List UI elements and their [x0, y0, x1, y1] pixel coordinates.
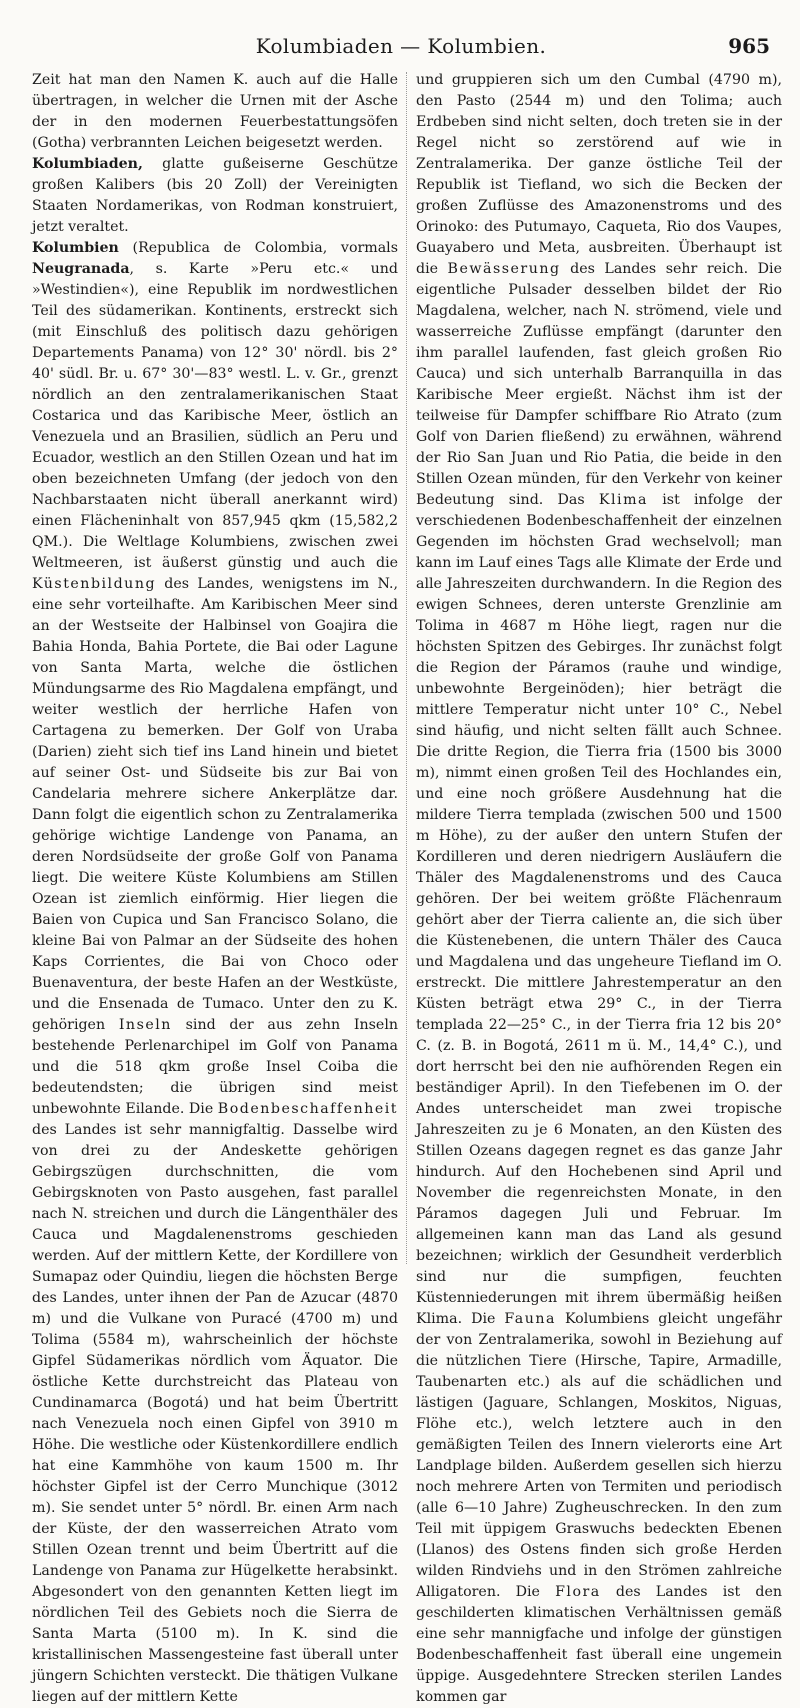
page-header	[32, 34, 770, 60]
term-kuestenbildung: Küstenbildung	[32, 576, 157, 592]
term-fauna: Fauna	[504, 1311, 556, 1327]
entry-text: und gruppieren sich um den Cumbal (4790 m), den Pasto (2544 m) und den Tolima; auch Erdbeben sind nicht selten, doch treten sie in der Regel nicht so zerstörend auf wie in Zentralamerika. Der ganze östliche Teil der Republik ist Tiefland, wo sich die Becken der großen Zuflüsse des Amazonenstroms und des Orinoko: des Putumayo, Caqueta, Rio dos Vaupes, Guayabero und Meta, ausbreiten. Überhaupt ist die	[416, 72, 782, 277]
entry-kolumbien-continued	[416, 70, 782, 1708]
entry-text: des Landes, wenigstens im N., eine sehr vorteilhafte. Am Karibischen Meer sind an der Westseite der Halbinsel von Goajira die Bahia Honda, Bahia Portete, die Bai oder Lagune von Santa Marta, welche die östlichen Mündungsarme des Rio Magdalena empfängt, und weiter westlich der herrliche Hafen von Cartagena zu bemerken. Der Golf von Uraba (Darien) zieht sich tief ins Land hinein und bietet auf seiner Ost- und Südseite bis zur Bai von Candelaria mehrere sichere Ankerplätze dar. Dann folgt die eigentlich schon zu Zentralamerika gehörige wichtige Landenge von Panama, an deren Nordsüdseite der große Golf von Panama liegt. Die weitere Küste Kolumbiens am Stillen Ozean ist ziemlich einförmig. Hier liegen die Baien von Cupica und San Francisco Solano, die kleine Bai von Palmar an der Südseite des hohen Kaps Corrientes, die Bai von Choco oder Buenaventura, der beste Hafen an der Westküste, und die Ensenada de Tumaco. Unter den zu K. gehörigen	[32, 576, 398, 1033]
term-neugranada: Neugranada	[32, 261, 130, 277]
running-title: Kolumbiaden — Kolumbien.	[255, 34, 547, 58]
page-number: 965	[728, 34, 770, 58]
term-flora: Flora	[555, 1584, 601, 1600]
entry-text: Kolumbiens gleicht ungefähr der von Zentralamerika, sowohl in Beziehung auf die nützlichen Tiere (Hirsche, Tapire, Armadille, Taubenarten etc.) als auf die schädlichen und lästigen (Jaguare, Schlangen, Moskitos, Niguas, Flöhe etc.), welch letztere auch in den gemäßigten Teilen des Innern vielerorts eine Art Landplage bilden. Außerdem gesellen sich hierzu noch mehrere Arten von Termiten und periodisch (alle 6—10 Jahre) Zugheuschrecken. In den zum Teil mit üppigem Graswuchs bedeckten Ebenen (Llanos) des Ostens finden sich große Herden wilden Rindviehs und in den Strömen zahlreiche Alligatoren. Die	[416, 1311, 782, 1600]
left-column	[32, 70, 398, 1705]
term-bewaesserung: Bewässerung	[447, 261, 561, 277]
headword-kolumbien: Kolumbien	[32, 240, 119, 256]
entry-text: (Republica de Colombia, vormals	[118, 240, 398, 256]
column-divider	[406, 72, 407, 1264]
entry-text: ist infolge der verschiedenen Bodenbeschaffenheit der einzelnen Gegenden im höchsten Grad wechselvoll; man kann im Lauf eines Tags alle Klimate der Erde und alle Jahreszeiten durchwandern. In die Region des ewigen Schnees, deren unterste Grenzlinie am Tolima in 4687 m Höhe liegt, ragen nur die höchsten Spitzen des Gebirges. Ihr zunächst folgt die Region der Páramos (rauhe und windige, unbewohnte Bergeinöden); hier beträgt die mittlere Temperatur nicht unter 10° C., Nebel sind häufig, und nicht selten fällt auch Schnee. Die dritte Region, die Tierra fria (1500 bis 3000 m), nimmt einen großen Teil des Hochlandes ein, und eine noch größere Ausdehnung hat die mildere Tierra templada (zwischen 500 und 1500 m Höhe), zu der außer den untern Stufen der Kordilleren und deren niedrigern Ausläufern die Thäler des Magdalenenstroms und des Cauca gehören. Der bei weitem größte Flächenraum gehört aber der Tierra caliente an, die sich über die Küstenebenen, die untern Thäler des Cauca und Magdalena und das ungeheure Tiefland im O. erstreckt. Die mittlere Jahrestemperatur an den Küsten beträgt etwa 29° C., in der Tierra templada 22—25° C., in der Tierra fria 12 bis 20° C. (z. B. in Bogotá, 2611 m ü. M., 14,4° C.), und dort herrscht bei den nie aufhörenden Regen ein beständiger April). In den Tiefebenen im O. der Andes unterscheidet man zwei tropische Jahreszeiten zu je 6 Monaten, an den Küsten des Stillen Ozeans dagegen regnet es das ganze Jahr hindurch. Auf den Hochebenen sind April und November die regenreichsten Monate, in den Páramos dagegen Juli und Februar. Im allgemeinen kann man das Land als gesund bezeichnen; wirklich der Gesundheit verderblich sind nur die sumpfigen, feuchten Küstenniederungen mit ihrem übermäßig heißen Klima. Die	[416, 492, 783, 1327]
term-bodenbeschaffenheit: Bodenbeschaffenheit	[217, 1101, 398, 1117]
entry-kolumbiaden	[32, 154, 398, 238]
paragraph-continuation	[32, 70, 398, 154]
entry-kolumbien	[32, 238, 398, 1708]
entry-text: des Landes ist den geschilderten klimatischen Verhältnissen gemäß eine sehr mannigfache und infolge der günstigen Bodenbeschaffenheit fast überall eine ungemein üppige. Ausgedehntere Strecken sterilen Landes kommen gar	[416, 1584, 783, 1705]
entry-text: des Landes ist sehr mannigfaltig. Dasselbe wird von drei zu der Andeskette gehörigen Gebirgszügen durchschnitten, die vom Gebirgsknoten von Pasto ausgehen, fast parallel nach N. streichen und durch die Längenthäler des Cauca und Magdalenenstroms geschieden werden. Auf der mittlern Kette, der Kordillere von Sumapaz oder Quindiu, liegen die höchsten Berge des Landes, unter ihnen der Pan de Azucar (4870 m) und die Vulkane von Puracé (4700 m) und Tolima (5584 m), wahrscheinlich der höchste Gipfel Südamerikas nördlich vom Äquator. Die östliche Kette durchstreicht das Plateau von Cundinamarca (Bogotá) und hat beim Übertritt nach Venezuela noch einen Gipfel von 3910 m Höhe. Die westliche oder Küstenkordillere endlich hat eine Kammhöhe von kaum 1500 m. Ihr höchster Gipfel ist der Cerro Munchique (3012 m). Sie sendet unter 5° nördl. Br. einen Arm nach der Küste, der den wasserreichen Atrato vom Stillen Ozean trennt und beim Übertritt auf die Landenge von Panama zur Hügelkette herabsinkt. Abgesondert von den genannten Ketten liegt im nördlichen Teil des Gebiets noch die Sierra de Santa Marta (5100 m). In K. sind die kristallinischen Massengesteine fast überall unter jüngern Schichten versteckt. Die thätigen Vulkane liegen auf der mittlern Kette	[32, 1122, 398, 1705]
entry-text: , s. Karte »Peru etc.« und »Westindien«), eine Republik im nordwestlichen Teil des südamerikan. Kontinents, erstreckt sich (mit Einschluß des politisch dazu gehörigen Departements Panama) von 12° 30' nördl. bis 2° 40' südl. Br. u. 67° 30'—83° westl. L. v. Gr., grenzt nördlich an den zentralamerikanischen Staat Costarica und das Karibische Meer, östlich an Venezuela und an Brasilien, südlich an Peru und Ecuador, westlich an den Stillen Ozean und hat im oben bezeichneten Umfang (der jedoch von den Nachbarstaaten nicht überall anerkannt wird) einen Flächeninhalt von 857,945 qkm (15,582,2 QM.). Die Weltlage Kolumbiens, zwischen zwei Weltmeeren, ist äußerst günstig und auch die	[32, 261, 398, 571]
entry-text: sind der aus zehn Inseln bestehende Perlenarchipel im Golf von Panama und die 518 qkm große Insel Coiba die bedeutendsten; die übrigen sind meist unbewohnte Eilande. Die	[32, 1017, 398, 1117]
headword-kolumbiaden: Kolumbiaden,	[32, 156, 143, 172]
right-column	[416, 70, 783, 1705]
paragraph-text: Zeit hat man den Namen K. auch auf die Halle übertragen, in welcher die Urnen mit der Asche der in den modernen Feuerbestattungsöfen (Gotha) verbrannten Leichen beigesetzt werden.	[32, 72, 398, 151]
term-klima: Klima	[598, 492, 648, 508]
entry-text: des Landes sehr reich. Die eigentliche Pulsader desselben bildet der Rio Magdalena, welcher, nach N. strömend, viele und wasserreiche Zuflüsse empfängt (darunter den ihm parallel laufenden, fast gleich großen Rio Cauca) und sich unterhalb Barranquilla in das Karibische Meer ergießt. Nächst ihm ist der teilweise für Dampfer schiffbare Rio Atrato (zum Golf von Darien fließend) zu erwähnen, während der Rio San Juan und Rio Patia, die beide in den Stillen Ozean münden, für den Verkehr von keiner Bedeutung sind. Das	[416, 261, 782, 508]
entry-text: glatte gußeiserne Geschütze großen Kalibers (bis 20 Zoll) der Vereinigten Staaten Nordamerikas, von Rodman konstruiert, jetzt veraltet.	[32, 156, 398, 235]
term-inseln: Inseln	[118, 1017, 172, 1033]
